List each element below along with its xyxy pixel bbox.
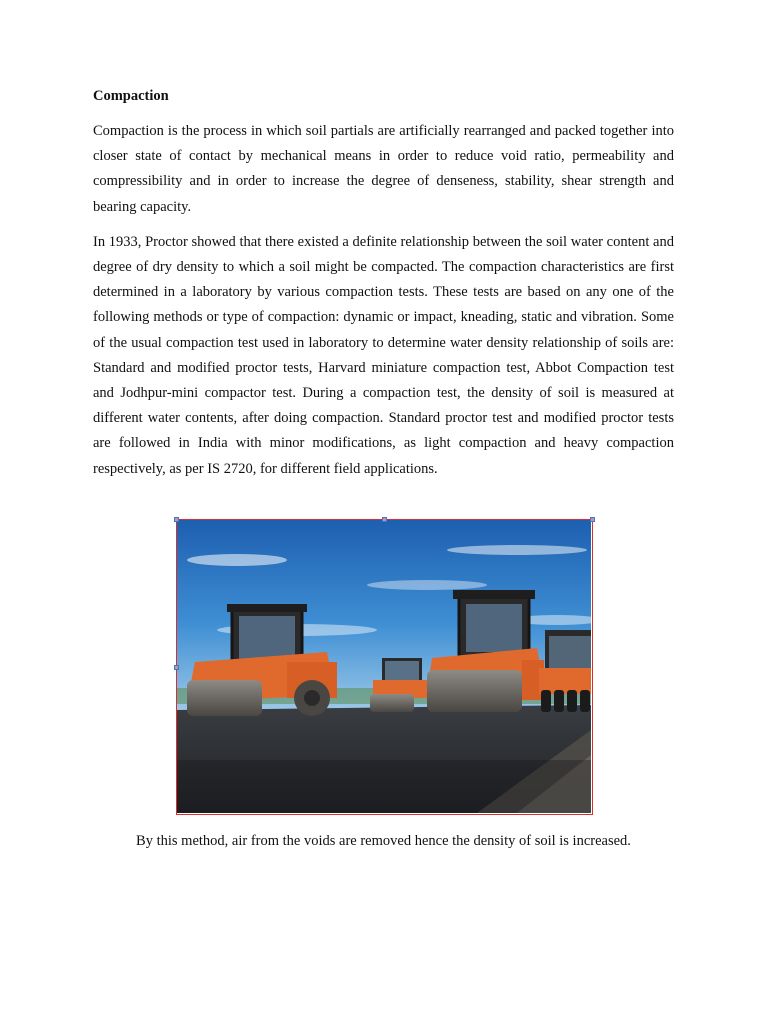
resize-handle-top-middle[interactable] bbox=[382, 517, 387, 522]
section-heading: Compaction bbox=[93, 88, 169, 104]
resize-handle-middle-left[interactable] bbox=[174, 665, 179, 670]
road-rollers-photo[interactable] bbox=[176, 519, 593, 815]
resize-handle-top-right[interactable] bbox=[590, 517, 595, 522]
figure[interactable] bbox=[176, 519, 593, 815]
figure-caption: By this method, air from the voids are removed hence the density of soil is increased. bbox=[136, 833, 631, 849]
paragraph-definition: Compaction is the process in which soil partials are artificially rearranged and packed together into closer state of contact by mechanical means in order to reduce void ratio, permeability and compressibility and in order to increase the degree of denseness, stability, shear strength and bearing capacity. bbox=[93, 123, 674, 215]
paragraph-proctor: In 1933, Proctor showed that there existed a definite relationship between the soil water content and degree of dry density to which a soil might be compacted. The compaction characteristics are first determined in a laboratory by various compaction tests. These tests are based on any one of the following methods or type of compaction: dynamic or impact, kneading, static and vibration. Some of the usual compaction test used in laboratory to determine water density relationship of soils are: Standard and modified proctor tests, Harvard miniature compaction test, Abbot Compaction test and Jodhpur-mini compactor test. During a compaction test, the density of soil is measured at different water contents, after doing compaction. Standard proctor test and modified proctor tests are followed in India with minor modifications, as light compaction and heavy compaction respectively, as per IS 2720, for different field applications. bbox=[93, 233, 674, 477]
document-body bbox=[93, 86, 674, 492]
resize-handle-top-left[interactable] bbox=[174, 517, 179, 522]
